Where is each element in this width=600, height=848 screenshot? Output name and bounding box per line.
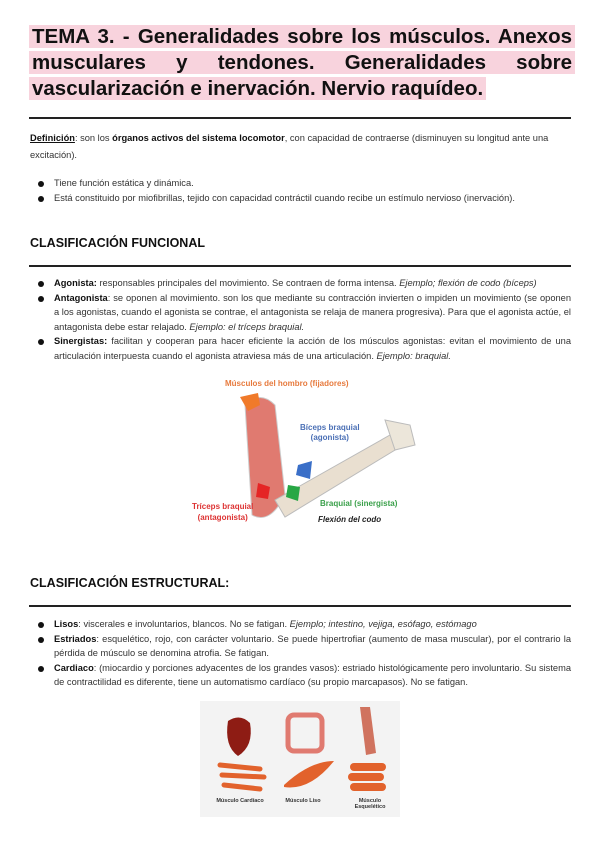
desc: : (miocardio y porciones adyacentes de los grandes vasos): estriado histológicamente pero involuntario. Su sistema de contractilidad es diferente, tiene un automatismo cardíaco (su propio marcapasos). No se fatigan. (54, 662, 571, 687)
list-item (38, 661, 571, 690)
structural-list (38, 617, 571, 690)
desc: : viscerales e involuntarios, blancos. No se fatigan. (78, 619, 290, 629)
label-esqueletico: Músculo Esquelético (354, 798, 386, 810)
list-item (38, 334, 571, 363)
desc: facilitan y cooperan para hacer eficiente la acción de los músculos agonistas: evitan el movimiento de una articulación interpuesta cuando el agonista atraviesa más de una articulación. (54, 336, 571, 361)
label-flexion: Flexión del codo (318, 515, 382, 524)
list-item: Tiene función estática y dinámica. (38, 176, 571, 191)
arm-muscles-figure (190, 375, 420, 533)
term: Agonista: (54, 278, 97, 288)
list-item (38, 276, 571, 291)
definition-bold: órganos activos del sistema locomotor (112, 133, 285, 143)
desc: responsables principales del movimiento. Se contraen de forma intensa. (96, 278, 400, 288)
label-triceps (192, 501, 253, 523)
biceps-line1: Bíceps braquial (300, 423, 360, 432)
triceps-line1: Tríceps braquial (192, 502, 254, 511)
definition (30, 130, 570, 164)
divider (29, 265, 571, 267)
section-heading-functional: CLASIFICACIÓN FUNCIONAL (30, 236, 205, 250)
term: Sinergistas: (54, 336, 108, 346)
term: Lisos (54, 619, 79, 629)
functional-list (38, 276, 571, 363)
definition-pre: : son los (74, 133, 113, 143)
label-cardiaco: Músculo Cardíaco (216, 798, 264, 804)
example: Ejemplo; flexión de codo (bíceps) (399, 278, 537, 288)
desc: : esquelético, rojo, con carácter voluntario. Se puede hipertrofiar (aumento de masa muscular), por el contrario la pérdida de músculo se denomina atrofia. Se fatigan. (54, 633, 571, 658)
desc: : se oponen al movimiento. son los que mediante su contracción invierten o impiden un movimiento (se oponen a los agonistas, cuando el agonista se contrae, el antagonista se relaja de manera progresiva). Para que el agonista actúe, el antagonista debe estar relajado. (54, 292, 571, 332)
list-item (38, 617, 571, 632)
list-item: Está constituido por miofibrillas, tejido con capacidad contráctil cuando recibe un estímulo nervioso (inervación). (38, 191, 571, 206)
label-braquial: Braquial (sinergista) (320, 499, 398, 508)
example: Ejemplo: el tríceps braquial. (189, 321, 305, 332)
term: Antagonista (54, 292, 108, 303)
label-liso: Músculo Liso (285, 798, 321, 804)
muscle-types-figure (200, 701, 400, 817)
section-heading-structural: CLASIFICACIÓN ESTRUCTURAL: (30, 576, 230, 590)
example: Ejemplo: braquial. (376, 350, 451, 361)
term: Estriados (54, 633, 97, 644)
divider (29, 117, 571, 119)
term: Cardiaco (54, 662, 94, 673)
list-item (38, 632, 571, 661)
divider (29, 605, 571, 607)
biceps-line2: (agonista) (310, 433, 349, 442)
title-text: TEMA 3. - Generalidades sobre los músculos. Anexos musculares y tendones. Generalidades sobre vascularización e inervación. Nervio raquídeo. (29, 25, 575, 100)
label-fijadores: Músculos del hombro (fijadores) (225, 379, 349, 388)
example: Ejemplo; intestino, vejiga, esófago, estómago (289, 619, 477, 629)
list-item (38, 291, 571, 335)
intro-list (38, 176, 571, 205)
definition-post: , con capacidad de contraerse (disminuyen su longitud ante una excitación). (30, 133, 549, 160)
definition-label: Definición (30, 133, 75, 143)
triceps-line2: (antagonista) (197, 513, 248, 522)
page-title (29, 24, 575, 102)
label-biceps (300, 423, 360, 443)
